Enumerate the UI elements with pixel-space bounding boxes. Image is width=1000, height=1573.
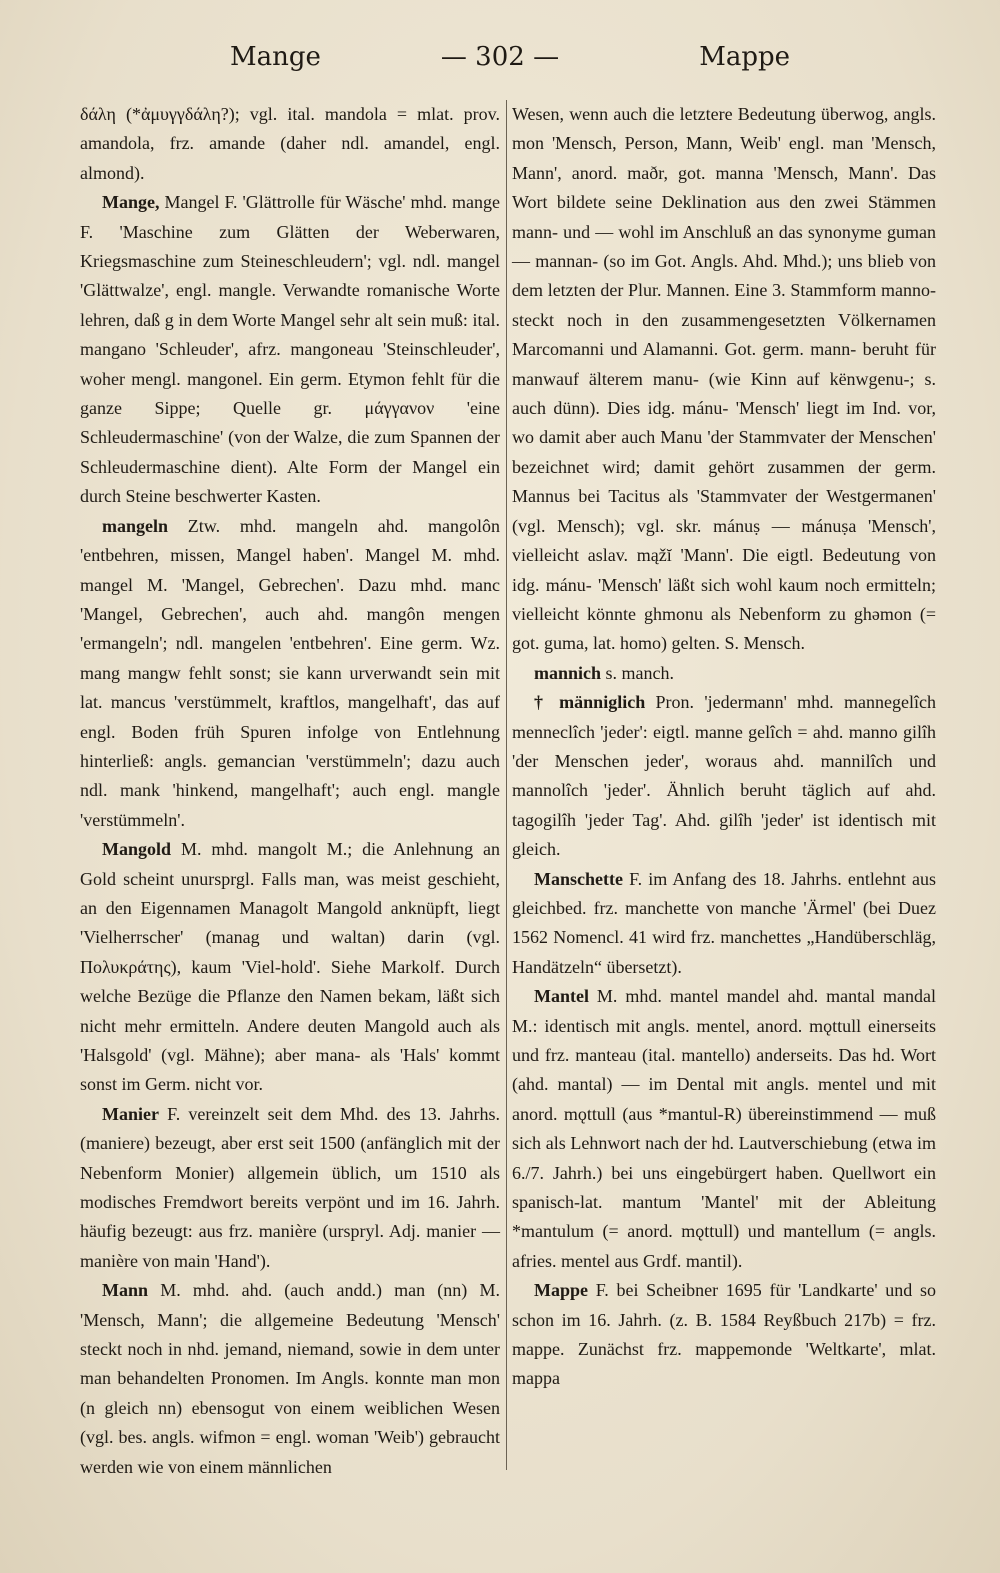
- entry-text: F. im Anfang des 18. Jahrhs. entlehnt aus gleichbed. frz. manchette von manche 'Ärmel' (bei Duez 1562 Nomencl. 41 wird frz. manchettes „Handüberschläg, Handätzeln“ übersetzt).: [512, 868, 936, 977]
- entry-headword: mangeln: [102, 515, 169, 536]
- entry-text: Wesen, wenn auch die letztere Bedeutung überwog, angls. mon 'Mensch, Person, Mann, Weib' engl. man 'Mensch, Mann', anord. maðr, got. manna 'Mensch, Mann'. Das Wort bildete seine Deklination aus den zwei Stämmen mann- und — wohl im Anschluß an das synonyme guman — mannan- (so im Got. Angls. Ahd. Mhd.); uns blieb von dem letzten der Plur. Mannen. Eine 3. Stammform manno- steckt noch in den zusammengesetzten Völkernamen Marcomanni und Alamanni. Got. germ. mann- beruht für manwauf älterem manu- (wie Kinn auf kënwgenu-; s. auch dünn). Dies idg. mánu- 'Mensch' liegt im Ind. vor, wo damit aber auch Manu 'der Stammvater der Menschen' bezeichnet wird; damit gehört zusammen der germ. Mannus bei Tacitus als 'Stammvater der Westgermanen' (vgl. Mensch); vgl. skr. mánuṣ — mánuṣa 'Mensch', vielleicht aslav. mąžĭ 'Mann'. Die eigtl. Bedeutung von idg. mánu- 'Mensch' läßt sich wohl kaum noch ermitteln; vielleicht könnte ghmonu als Nebenform zu ghəmon (= got. guma, lat. homo) gelten. S. Mensch.: [512, 104, 936, 654]
- entry-paragraph: [512, 982, 936, 1276]
- entry-headword: † männiglich: [534, 692, 646, 713]
- entry-paragraph: [80, 512, 500, 835]
- entry-text: M. mhd. ahd. (auch andd.) man (nn) M. 'Mensch, Mann'; die allgemeine Bedeutung 'Mensch' steckt noch in nhd. jemand, niemand, sowie in dem unter man behandelten Pronomen. Im Angls. konnte man mon (n gleich nn) ebensogut von einem weiblichen Wesen (vgl. bes. angls. wifmon = engl. woman 'Weib') gebraucht werden wie von einem männlichen: [80, 1280, 500, 1477]
- entry-text: δάλη (*ἀμυγγδάλη?); vgl. ital. mandola = mlat. prov. amandola, frz. amande (daher ndl. amandel, engl. almond).: [80, 104, 500, 183]
- entry-paragraph: [80, 1276, 500, 1482]
- entry-text: s. manch.: [601, 662, 675, 683]
- entry-headword: Manschette: [534, 868, 623, 889]
- entry-paragraph: [512, 100, 936, 659]
- entry-text: Mangel F. 'Glättrolle für Wäsche' mhd. mange F. 'Maschine zum Glätten der Weberwaren, Kriegsmaschine zum Steineschleudern'; vgl. ndl. mangel 'Glättwalze', engl. mangle. Verwandte romanische Worte lehren, daß g in dem Worte Mangel sehr alt sein muß: ital. mangano 'Schleuder', afrz. mangoneau 'Steinschleuder', woher mengl. mangonel. Ein germ. Etymon fehlt für die ganze Sippe; Quelle gr. μάγγανον 'eine Schleudermaschine' (von der Walze, die zum Spannen der Schleudermaschine dient). Alte Form der Mangel ein durch Steine beschwerter Kasten.: [80, 192, 500, 507]
- entry-paragraph: [512, 1276, 936, 1394]
- entry-paragraph: [80, 188, 500, 511]
- entry-text: Ztw. mhd. mangeln ahd. mangolôn 'entbehren, missen, Mangel haben'. Mangel M. mhd. mangel M. 'Mangel, Gebrechen'. Dazu mhd. manc 'Mangel, Gebrechen', auch ahd. mangôn mengen 'ermangeln'; ndl. mangelen 'entbehren'. Eine germ. Wz. mang mangw fehlt sonst; sie kann urverwandt sein mit lat. mancus 'verstümmelt, kraftlos, mangelhaft', das auf engl. Boden früh Spuren infolge von Entlehnung hinterließ: angls. gemancian 'verstümmeln'; dazu auch ndl. mank 'hinkend, mangelhaft'; auch engl. mangle 'verstümmeln'.: [80, 515, 500, 830]
- entry-paragraph: [80, 835, 500, 1100]
- entry-headword: Mange,: [102, 192, 160, 213]
- entry-headword: Mantel: [534, 986, 589, 1007]
- entry-headword: Mappe: [534, 1280, 588, 1301]
- entry-headword: Manier: [102, 1103, 159, 1124]
- header-right-catchword: Mappe: [699, 42, 790, 72]
- entry-text: M. mhd. mantel mandel ahd. mantal mandal M.: identisch mit angls. mentel, anord. mǫttull einerseits und frz. manteau (ital. mantello) anderseits. Das hd. Wort (ahd. mantal) — im Dental mit angls. mentel und mit anord. mǫttull (aus *mantul-R) übereinstimmend — muß sich als Lehnwort nach der hd. Lautverschiebung (etwa im 6./7. Jahrh.) bei uns eingebürgert haben. Quellwort ein spanisch-lat. mantum 'Mantel' mit der Ableitung *mantulum (= anord. mǫttull) und mantellum (= angls. afries. mentel aus Grdf. mantil).: [512, 986, 936, 1271]
- entry-headword: Mann: [102, 1280, 149, 1301]
- entry-text: Pron. 'jedermann' mhd. mannegelîch menneclîch 'jeder': eigtl. manne gelîch = ahd. manno gilîh 'der Menschen jeder', woraus ahd. mannilîch und mannolîch 'jeder'. Ähnlich beruht täglich auf ahd. tagogilîh 'jeder Tag'. Ahd. gilîh 'jeder' ist identisch mit gleich.: [512, 692, 936, 860]
- right-column: [512, 100, 936, 1394]
- page-header: [70, 42, 930, 86]
- entry-paragraph: [512, 865, 936, 983]
- entry-headword: mannich: [534, 662, 602, 683]
- entry-paragraph: [80, 1100, 500, 1276]
- left-column: [80, 100, 500, 1482]
- page-number: — 302 —: [440, 42, 560, 72]
- entry-text: M. mhd. mangolt M.; die Anlehnung an Gold scheint unursprgl. Falls man, was meist geschieht, an den Eigennamen Managolt Mangold anknüpft, liegt 'Vielherrscher' (manag und waltan) darin (vgl. Πολυκράτης), kaum 'Viel-hold'. Siehe Markolf. Durch welche Bezüge die Pflanze den Namen bekam, läßt sich nicht mehr ermitteln. Andere deuten Mangold auch als 'Halsgold' (vgl. Mähne); aber mana- als 'Hals' kommt sonst im Germ. nicht vor.: [80, 839, 500, 1095]
- entry-text: F. bei Scheibner 1695 für 'Landkarte' und so schon im 16. Jahrh. (z. B. 1584 Reyßbuch 217b) = frz. mappe. Zunächst frz. mappemonde 'Weltkarte', mlat. mappa: [512, 1280, 936, 1389]
- header-left-catchword: Mange: [230, 42, 321, 72]
- entry-headword: Mangold: [102, 839, 172, 860]
- entry-text: F. vereinzelt seit dem Mhd. des 13. Jahrhs. (maniere) bezeugt, aber erst seit 1500 (anfänglich mit der Nebenform Monier) allgemein üblich, um 1510 als modisches Fremdwort bereits verpönt und im 16. Jahrh. häufig bezeugt: aus frz. manière (urspryl. Adj. manier — manière von main 'Hand').: [80, 1103, 500, 1271]
- entry-paragraph: [512, 659, 936, 688]
- entry-paragraph: [512, 688, 936, 864]
- entry-paragraph: [80, 100, 500, 188]
- column-divider: [506, 100, 507, 1470]
